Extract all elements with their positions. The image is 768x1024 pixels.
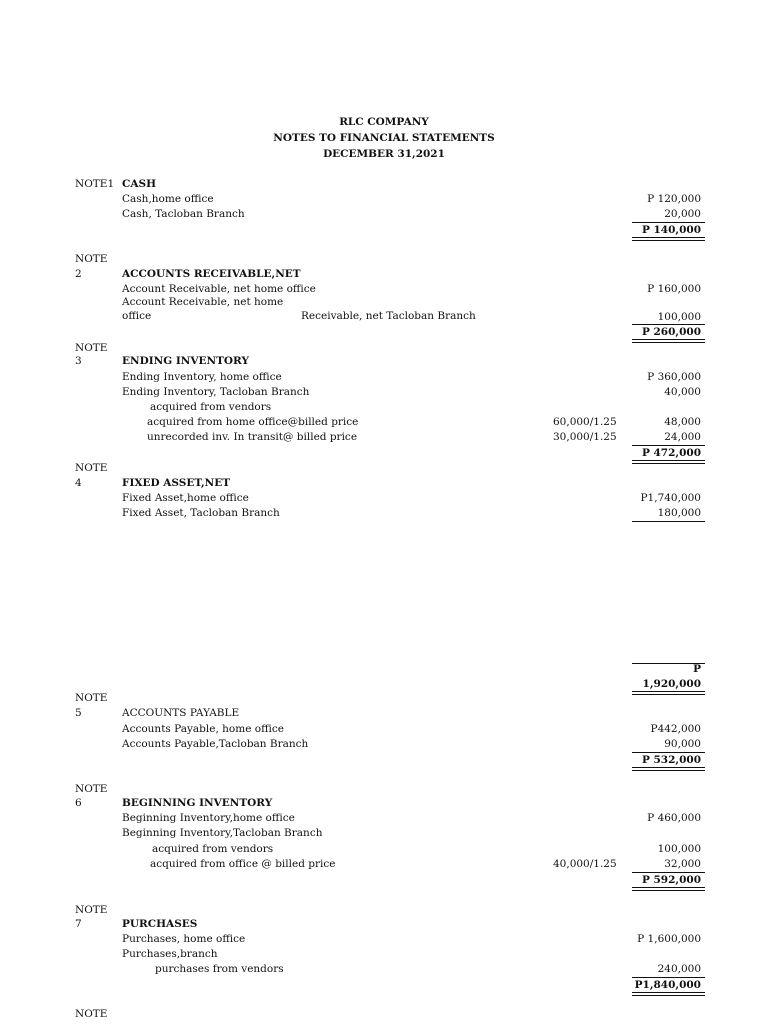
total-double-rule [632, 691, 705, 695]
note-label: NOTE1 [75, 178, 115, 190]
amount: 20,000 [664, 208, 701, 220]
computation: 30,000/1.25 [553, 431, 617, 443]
line-item: acquired from office @ billed price [150, 858, 336, 870]
line-item: Fixed Asset,home office [122, 492, 249, 504]
subtotal-rule [632, 752, 705, 753]
line-item: Cash,home office [122, 193, 214, 205]
subtotal-rule [632, 324, 705, 325]
line-item: acquired from vendors [152, 843, 274, 855]
amount: P442,000 [650, 723, 701, 735]
line-item: Account Receivable, net home [122, 296, 284, 308]
note-heading: FIXED ASSET,NET [122, 477, 231, 489]
amount: 48,000 [664, 416, 701, 428]
note-total: P 472,000 [641, 447, 701, 459]
statement-date: DECEMBER 31,2021 [323, 148, 445, 160]
document-title: NOTES TO FINANCIAL STATEMENTS [273, 132, 495, 144]
line-item: Accounts Payable, home office [122, 723, 284, 735]
line-item: Ending Inventory, home office [122, 371, 282, 383]
line-item: unrecorded inv. In transit@ billed price [147, 431, 358, 443]
note-total: P 532,000 [641, 754, 701, 766]
note-number: 4 [75, 477, 82, 489]
amount: P 360,000 [647, 371, 701, 383]
note-heading: ENDING INVENTORY [122, 355, 249, 367]
note-number: 2 [75, 268, 82, 280]
total-double-rule [632, 460, 705, 464]
line-item: Beginning Inventory,Tacloban Branch [122, 827, 323, 839]
amount: P 1,600,000 [637, 933, 701, 945]
note-total: 1,920,000 [642, 678, 701, 690]
line-item: Ending Inventory, Tacloban Branch [122, 386, 310, 398]
note-heading: ACCOUNTS PAYABLE [122, 707, 240, 719]
note-total: P1,840,000 [634, 979, 701, 991]
line-item: Fixed Asset, Tacloban Branch [122, 507, 280, 519]
total-double-rule [632, 887, 705, 891]
note-label: NOTE [75, 692, 108, 704]
total-double-rule [632, 339, 705, 343]
amount: 32,000 [664, 858, 701, 870]
line-item: Accounts Payable,Tacloban Branch [122, 738, 309, 750]
note-total: P 592,000 [641, 874, 701, 886]
subtotal-rule [632, 521, 705, 522]
note-heading: BEGINNING INVENTORY [122, 797, 273, 809]
total-double-rule [632, 237, 705, 241]
subtotal-rule [632, 445, 705, 446]
note-label: NOTE [75, 342, 108, 354]
amount: 40,000 [664, 386, 701, 398]
subtotal-rule [632, 977, 705, 978]
amount: P 120,000 [647, 193, 701, 205]
amount: 100,000 [657, 311, 701, 323]
note-heading: PURCHASES [122, 918, 198, 930]
note-heading: CASH [122, 178, 157, 190]
line-item: purchases from vendors [155, 963, 284, 975]
note-label: NOTE [75, 1008, 108, 1020]
line-item: Beginning Inventory,home office [122, 812, 295, 824]
note-label: NOTE [75, 253, 108, 265]
note-label: NOTE [75, 904, 108, 916]
line-item: Cash, Tacloban Branch [122, 208, 245, 220]
note-number: 7 [75, 918, 82, 930]
note-label: NOTE [75, 462, 108, 474]
amount: 90,000 [664, 738, 701, 750]
line-item: Purchases,branch [122, 948, 218, 960]
subtotal-rule [632, 222, 705, 223]
note-number: 5 [75, 707, 82, 719]
subtotal-rule [632, 872, 705, 873]
total-double-rule [632, 767, 705, 771]
amount: P 460,000 [647, 812, 701, 824]
amount: P1,740,000 [640, 492, 701, 504]
note-heading: ACCOUNTS RECEIVABLE,NET [122, 268, 301, 280]
line-item: Purchases, home office [122, 933, 246, 945]
note-total: P 140,000 [641, 224, 701, 236]
amount: 180,000 [657, 507, 701, 519]
line-item: acquired from home office@billed price [147, 416, 359, 428]
company-name: RLC COMPANY [339, 116, 429, 128]
amount: 240,000 [657, 963, 701, 975]
note-total-currency: P [693, 663, 701, 675]
note-number: 6 [75, 797, 82, 809]
note-number: 3 [75, 355, 82, 367]
computation: 40,000/1.25 [553, 858, 617, 870]
total-double-rule [632, 992, 705, 996]
amount: 100,000 [657, 843, 701, 855]
line-item: Receivable, net Tacloban Branch [301, 310, 476, 322]
amount: P 160,000 [647, 283, 701, 295]
computation: 60,000/1.25 [553, 416, 617, 428]
note-total: P 260,000 [641, 326, 701, 338]
note-label: NOTE [75, 783, 108, 795]
amount: 24,000 [664, 431, 701, 443]
line-item: acquired from vendors [150, 401, 272, 413]
line-item: Account Receivable, net home office [122, 283, 316, 295]
line-item: office [122, 310, 152, 322]
